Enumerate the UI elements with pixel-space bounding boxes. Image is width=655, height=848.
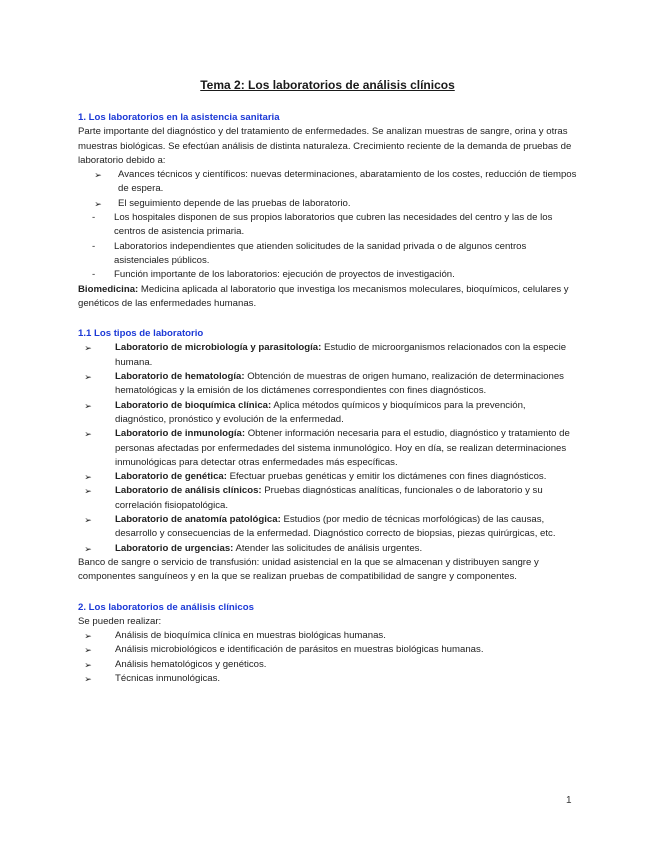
list-item-text: Análisis de bioquímica clínica en muestras biológicas humanas. (115, 630, 386, 642)
lab-type-text: Aplica métodos químicos y bioquímicos para la prevención, diagnóstico, pronóstico y evolución de la enfermedad. (115, 399, 526, 425)
lab-type-text: Efectuar pruebas genéticas y emitir los dictámenes con fines diagnósticos. (226, 471, 547, 483)
lab-type-term: Laboratorio de inmunología: (115, 428, 246, 440)
list-item (78, 240, 578, 269)
list-item-text: Análisis microbiológicos e identificación de parásitos en muestras biológicas humanas. (115, 644, 484, 656)
arrow-bullet-icon: ➢ (84, 631, 92, 642)
arrow-bullet-icon: ➢ (84, 343, 92, 354)
list-item (78, 168, 578, 197)
page-number: 1 (566, 795, 572, 806)
list-item-text: Avances técnicos y científicos: nuevas determinaciones, abaratamiento de los costes, reducción de tiempos de espera. (118, 169, 577, 195)
list-item (78, 341, 578, 370)
section-2-intro: Se pueden realizar: (78, 615, 162, 627)
dash-bullet: - (92, 269, 96, 281)
lab-type-term: Laboratorio de hematología: (115, 371, 245, 383)
list-item (78, 370, 578, 399)
lab-type-term: Laboratorio de análisis clínicos: (115, 485, 262, 497)
arrow-bullet-icon: ➢ (84, 645, 92, 656)
list-item-text: El seguimiento depende de las pruebas de laboratorio. (118, 197, 351, 209)
list-item (78, 399, 578, 428)
lab-type-text: Obtener información necesaria para el estudio, diagnóstico y tratamiento de personas afectadas por enfermedades del sistema inmunológico. Hoy en día, se realizan determinaciones inmunológicas para detectar otras enfermedades más específicas. (115, 428, 570, 468)
arrow-bullet-icon: ➢ (84, 659, 92, 670)
list-item (78, 513, 578, 542)
list-item (78, 672, 578, 686)
list-item (78, 643, 578, 657)
list-item (78, 542, 578, 556)
lab-type-term: Laboratorio de genética: (115, 471, 227, 483)
lab-type-text: Estudios (por medio de técnicas morfológicas) de las causas, desarrollo y consecuencias de la enfermedad. Diagnóstico correcto de biopsias, piezas quirúrgicas, etc. (115, 514, 556, 540)
dash-bullet: - (92, 240, 96, 252)
list-item-text: Función importante de los laboratorios: ejecución de proyectos de investigación. (114, 269, 455, 281)
document-title: Tema 2: Los laboratorios de análisis clínicos (200, 78, 455, 92)
arrow-bullet-icon: ➢ (84, 486, 92, 497)
list-item (78, 470, 578, 484)
lab-type-text: Estudio de microorganismos relacionados con la especie humana. (115, 342, 567, 368)
list-item-text: Técnicas inmunológicas. (115, 672, 221, 684)
section-1-1-heading: 1.1 Los tipos de laboratorio (78, 328, 204, 340)
lab-type-term: Laboratorio de microbiología y parasitología: (115, 342, 322, 354)
biomedicine-term: Biomedicina: (78, 283, 139, 295)
lab-type-text: Pruebas diagnósticas analíticas, funcionales o de laboratorio y su correlación fisiopatológica. (115, 485, 543, 511)
section-1-heading: 1. Los laboratorios en la asistencia sanitaria (78, 112, 280, 123)
arrow-bullet-icon: ➢ (84, 515, 92, 526)
lab-type-term: Laboratorio de urgencias: (115, 542, 234, 554)
lab-type-text: Atender las solicitudes de análisis urgentes. (233, 542, 423, 554)
arrow-bullet-icon: ➢ (94, 198, 102, 209)
arrow-bullet-icon: ➢ (84, 673, 92, 684)
arrow-bullet-icon: ➢ (84, 429, 92, 440)
list-item-text: Los hospitales disponen de sus propios laboratorios que cubren las necesidades del centro y las de los centros de asistencia primaria. (114, 212, 553, 238)
list-item (78, 427, 578, 470)
arrow-bullet-icon: ➢ (84, 372, 92, 383)
biomedicine-definition (78, 283, 578, 312)
blood-bank-paragraph: Banco de sangre o servicio de transfusión: unidad asistencial en la que se almacenan y distribuyen sangre y componentes sanguíneos y en la que se realizan pruebas de compatibilidad de sangre y componentes. (78, 556, 539, 583)
section-1-intro: Parte importante del diagnóstico y del tratamiento de enfermedades. Se analizan muestras de sangre, orina y otras muestras biológicas. Se efectúan análisis de distinta naturaleza. Crecimiento reciente de la demanda de pruebas de laboratorio debido a: (78, 126, 572, 166)
section-2-heading: 2. Los laboratorios de análisis clínicos (78, 601, 254, 613)
lab-type-text: Obtención de muestras de origen humano, realización de determinaciones hematológicas y la emisión de los dictámenes correspondientes con fines diagnósticos. (115, 371, 564, 397)
arrow-bullet-icon: ➢ (84, 472, 92, 483)
document-body (78, 111, 578, 686)
list-item (78, 197, 578, 211)
biomedicine-text: Medicina aplicada al laboratorio que investiga los mecanismos moleculares, bioquímicos, celulares y genéticos de las enfermedades humanas. (78, 283, 569, 309)
arrow-bullet-icon: ➢ (94, 170, 102, 181)
lab-type-term: Laboratorio de anatomía patológica: (115, 514, 281, 526)
arrow-bullet-icon: ➢ (84, 400, 92, 411)
list-item (78, 629, 578, 643)
list-item (78, 268, 578, 282)
list-item (78, 484, 578, 513)
arrow-bullet-icon: ➢ (84, 543, 92, 554)
list-item-text: Análisis hematológicos y genéticos. (115, 658, 267, 670)
dash-bullet: - (92, 212, 96, 224)
list-item (78, 211, 578, 240)
list-item-text: Laboratorios independientes que atienden solicitudes de la sanidad privada o de algunos centros asistenciales públicos. (114, 240, 527, 266)
list-item (78, 658, 578, 672)
lab-type-term: Laboratorio de bioquímica clínica: (115, 399, 272, 411)
